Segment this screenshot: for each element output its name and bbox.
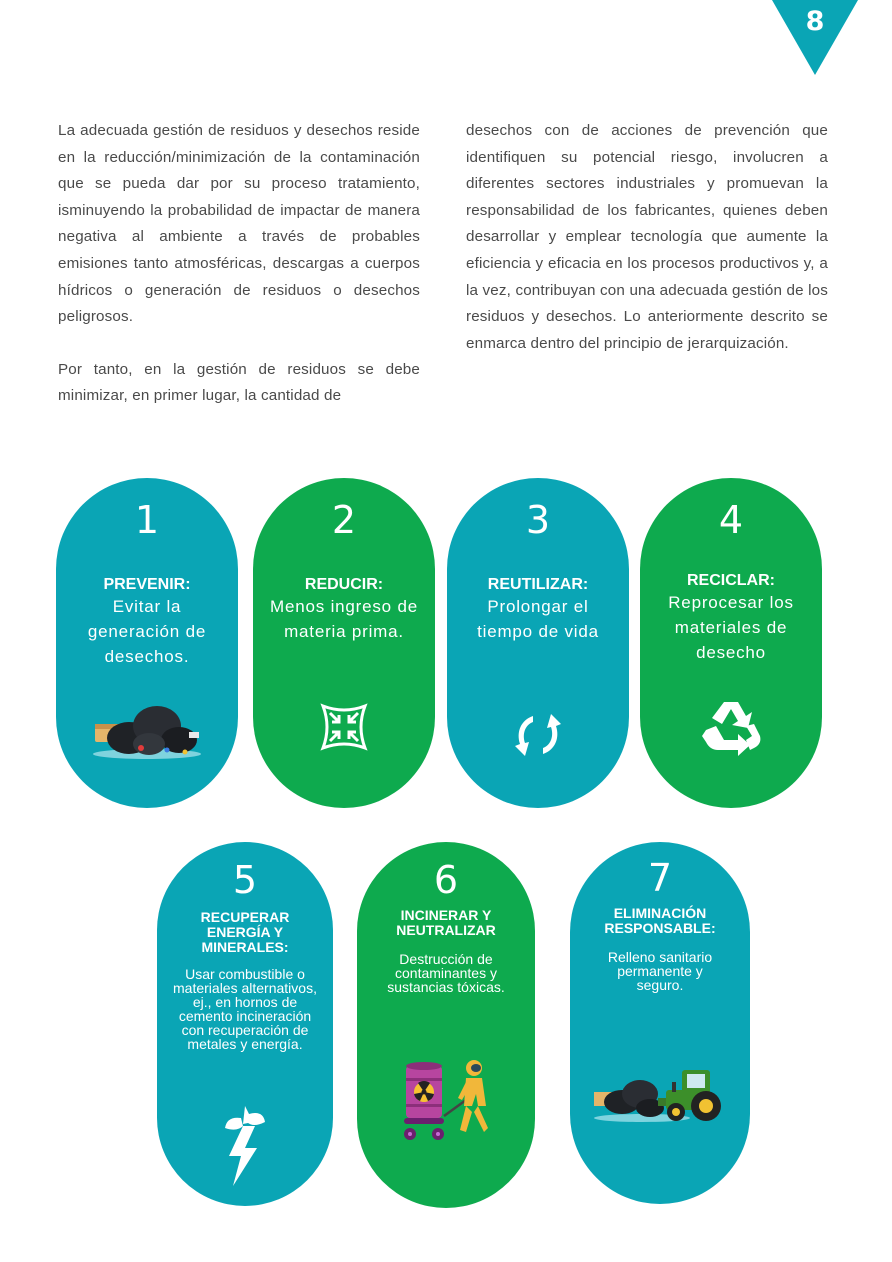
step-4-pill bbox=[640, 478, 822, 808]
step-description: Reprocesar los materiales de desecho bbox=[668, 593, 794, 662]
intro-left-column bbox=[58, 118, 420, 436]
step-description: Menos ingreso de materia prima. bbox=[270, 597, 418, 641]
step-description: Relleno sanitario permanente y seguro. bbox=[607, 949, 713, 993]
step-title: REUTILIZAR: bbox=[487, 576, 589, 593]
step-1-pill bbox=[56, 478, 238, 808]
intro-paragraph: desechos con de acciones de prevención que identifiquen su potencial riesgo, involucren a diferentes sectores industriales y promuevan la responsabilidad de los fabricantes, quienes deben desarrollar y emplear tecnología que aumente la eficiencia y eficacia en los procesos productivos y, a la vez, contribuyan con una adecuada gestión de los residuos y desechos. Lo anteriormente descrito se enmarca dentro del principio de jerarquización. bbox=[466, 122, 828, 352]
step-title: INCINERAR Y NEUTRALIZAR bbox=[396, 907, 496, 938]
intro-right-column bbox=[466, 118, 828, 383]
step-number: 2 bbox=[331, 498, 357, 542]
page-number: 8 bbox=[805, 6, 825, 37]
reuse-arrows-icon bbox=[447, 708, 629, 762]
tractor-waste-icon bbox=[570, 1062, 750, 1126]
step-description: Prolongar el tiempo de vida bbox=[477, 597, 599, 641]
step-number: 6 bbox=[433, 858, 459, 902]
step-description: Evitar la generación de desechos. bbox=[87, 597, 207, 666]
compress-arrows-icon bbox=[253, 702, 435, 752]
garbage-pile-icon bbox=[56, 696, 238, 760]
step-description: Usar combustible o materiales alternativos, ej., en hornos de cemento incineración con recuperación de metales y energía. bbox=[173, 966, 317, 1052]
step-title: RECUPERAR ENERGÍA Y MINERALES: bbox=[200, 909, 290, 955]
step-description: Destrucción de contaminantes y sustancias tóxicas. bbox=[387, 951, 505, 995]
intro-paragraph: La adecuada gestión de residuos y desechos reside en la reducción/minimización de la contaminación que se pueda dar por su proceso tratamiento, isminuyendo la probabilidad de impactar de manera negativa al ambiente a través de probables emisiones tanto atmosféricas, descargas a cuerpos hídricos o generación de residuos o desechos peligrosos. bbox=[58, 122, 420, 326]
step-number: 3 bbox=[525, 498, 551, 542]
leaf-lightning-icon bbox=[157, 1104, 333, 1188]
step-title: REDUCIR: bbox=[304, 576, 384, 593]
step-number: 5 bbox=[232, 858, 258, 902]
page-number-badge bbox=[772, 0, 892, 80]
step-2-pill bbox=[253, 478, 435, 808]
recycle-icon bbox=[640, 698, 822, 760]
step-3-pill bbox=[447, 478, 629, 808]
step-title: PREVENIR: bbox=[103, 576, 191, 593]
step-6-pill bbox=[357, 842, 535, 1208]
step-number: 4 bbox=[718, 498, 744, 542]
intro-paragraph: Por tanto, en la gestión de residuos se debe minimizar, en primer lugar, la cantidad de bbox=[58, 360, 420, 405]
step-7-pill bbox=[570, 842, 750, 1204]
step-5-pill bbox=[157, 842, 333, 1206]
step-number: 7 bbox=[647, 856, 673, 900]
step-title: ELIMINACIÓN RESPONSABLE: bbox=[604, 905, 716, 936]
step-title: RECICLAR: bbox=[687, 572, 775, 589]
step-number: 1 bbox=[134, 498, 160, 542]
hazmat-barrel-icon bbox=[357, 1058, 535, 1144]
